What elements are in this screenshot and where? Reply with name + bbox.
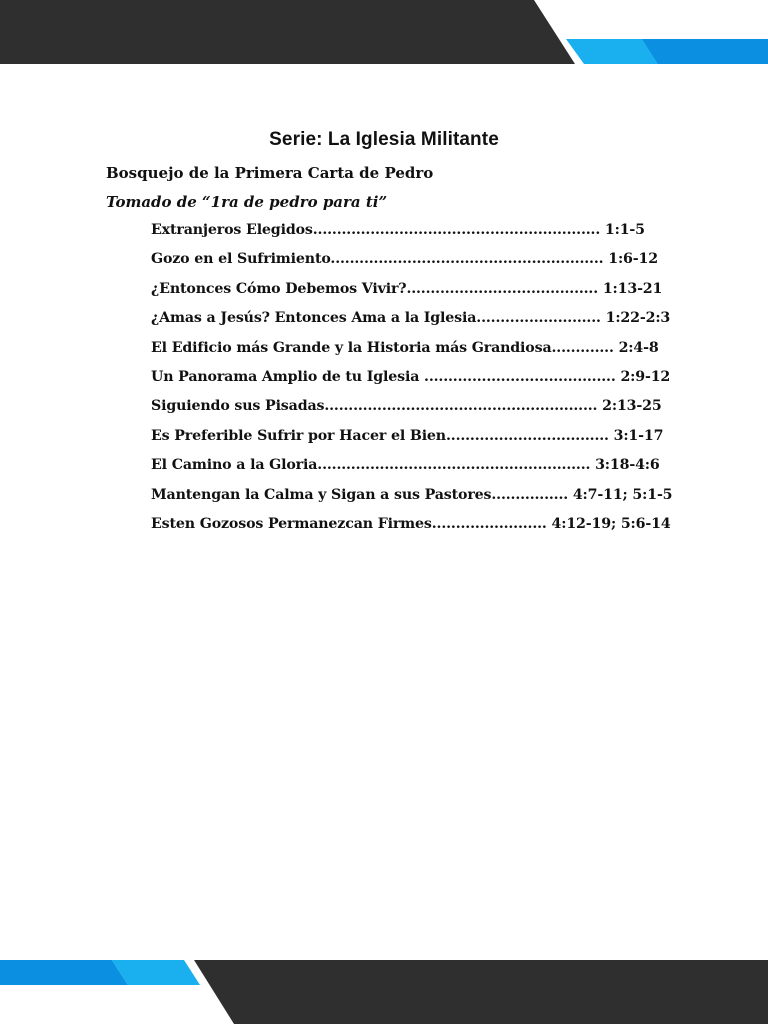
- toc-entry-reference: 1:6-12: [608, 251, 658, 268]
- toc-entry-reference: 4:7-11; 5:1-5: [572, 486, 673, 503]
- header-blue-band: [642, 39, 768, 64]
- toc-entry: [151, 310, 672, 339]
- toc-entry-reference: 1:22-2:3: [605, 310, 671, 327]
- toc-entry-title: El Camino a la Gloria: [151, 457, 318, 474]
- toc-entry-title: Gozo en el Sufrimiento: [151, 251, 331, 268]
- toc-entry: [151, 428, 672, 457]
- toc-entry: [151, 222, 672, 251]
- toc-entry-reference: 3:1-17: [613, 427, 664, 444]
- toc-entry-leader: .........................................................: [324, 398, 598, 415]
- toc-entry-reference: 2:4-8: [618, 339, 659, 356]
- toc-entry-reference: 3:18-4:6: [595, 457, 660, 474]
- toc-entry-leader: ........................................: [419, 368, 616, 385]
- toc-entry: [151, 251, 672, 280]
- toc-entry-title: Extranjeros Elegidos: [151, 222, 313, 238]
- document-subtitle: Bosquejo de la Primera Carta de Pedro: [106, 164, 434, 182]
- toc-entry-reference: 2:9-12: [620, 368, 671, 385]
- toc-entry-reference: 1:13-21: [602, 280, 663, 297]
- header-decoration: [0, 0, 768, 70]
- toc-entry-leader: .............: [551, 339, 614, 356]
- toc-entry-title: Esten Gozosos Permanezcan Firmes: [151, 515, 432, 532]
- toc-entry-title: ¿Entonces Cómo Debemos Vivir?: [151, 280, 407, 297]
- toc-entry-leader: ............................................................: [312, 222, 601, 238]
- header-light-blue-band: [566, 39, 768, 64]
- toc-entry: [151, 398, 672, 427]
- page-title: Serie: La Iglesia Militante: [269, 129, 499, 150]
- toc-entry: [151, 487, 672, 516]
- toc-entry-title: Mantengan la Calma y Sigan a sus Pastores: [151, 486, 492, 503]
- toc-entry-title: ¿Amas a Jesús? Entonces Ama a la Iglesia: [151, 310, 477, 327]
- toc-entry-leader: ................: [491, 486, 569, 503]
- footer-blue-band: [0, 960, 128, 985]
- toc-entry: [151, 457, 672, 486]
- toc-entry-leader: ........................................: [406, 280, 599, 297]
- toc-entry-reference: 1:1-5: [604, 222, 645, 238]
- toc-entry-leader: .........................................................: [317, 457, 591, 474]
- toc-entry: [151, 516, 672, 545]
- toc-entry-title: Siguiendo sus Pisadas: [151, 398, 325, 415]
- footer-decoration: [0, 960, 768, 1024]
- toc-entry-leader: ..........................: [476, 310, 601, 327]
- toc-entry-title: Es Preferible Sufrir por Hacer el Bien: [151, 427, 446, 444]
- toc-entry: [151, 369, 672, 398]
- toc-entry-leader: .........................................................: [330, 251, 604, 268]
- toc-entry-reference: 4:12-19; 5:6-14: [551, 515, 671, 532]
- toc-entry-title: El Edificio más Grande y la Historia más Grandiosa: [151, 339, 552, 356]
- toc-entry-leader: ..................................: [445, 427, 609, 444]
- source-note: Tomado de “1ra de pedro para ti”: [106, 193, 388, 211]
- header-dark-band: [0, 0, 575, 64]
- footer-dark-band: [194, 960, 768, 1024]
- toc-entry-reference: 2:13-25: [602, 398, 662, 415]
- toc-entry: [151, 340, 672, 369]
- footer-light-blue-band: [112, 960, 200, 985]
- toc-entry: [151, 281, 672, 310]
- toc-entry-title: Un Panorama Amplio de tu Iglesia: [151, 368, 420, 385]
- table-of-contents: [151, 222, 672, 545]
- toc-entry-leader: ........................: [431, 515, 547, 532]
